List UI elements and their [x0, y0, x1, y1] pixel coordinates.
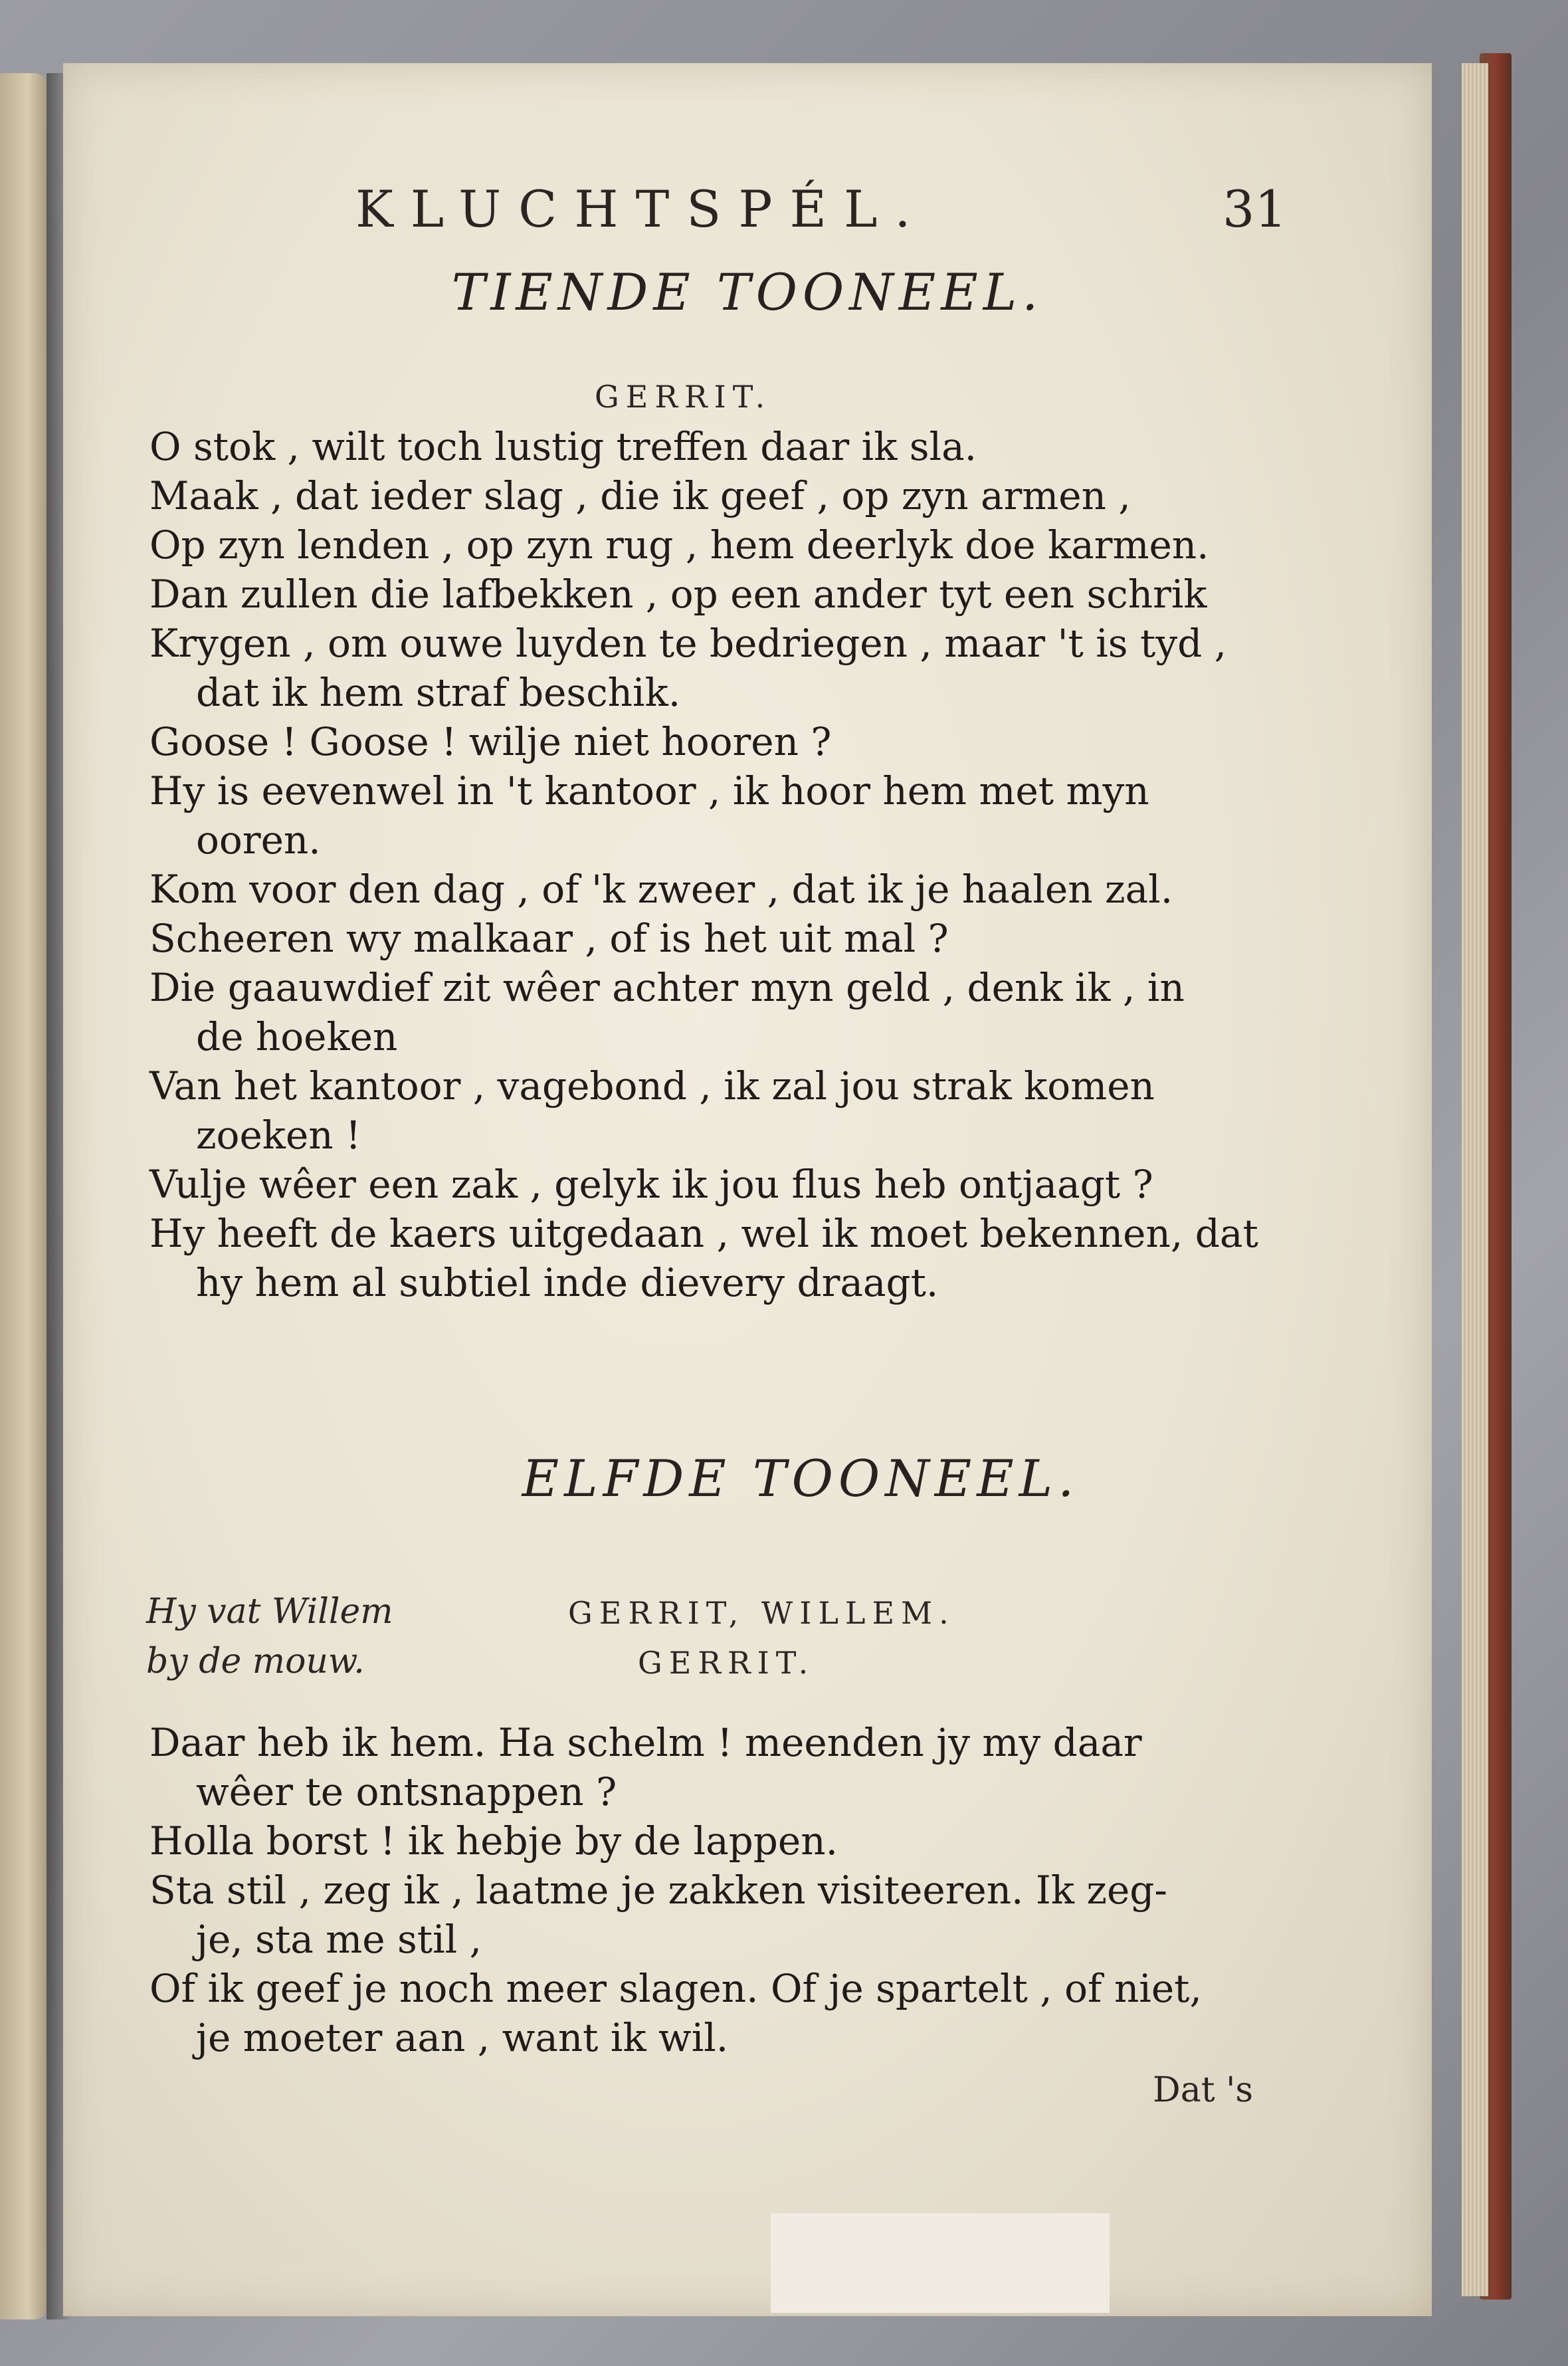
verse-line: Maak , dat ieder slag , die ik geef , op zyn armen , [149, 473, 1131, 518]
verse-line: Die gaauwdief zit wêer achter myn geld , denk ik , in [149, 965, 1185, 1010]
page-stack-edge [1462, 63, 1488, 2296]
stage-direction: by de mouw. [146, 1642, 365, 1681]
scene11-verse [149, 1718, 1319, 2062]
speaker-name: GERRIT. [638, 1645, 815, 1681]
verse-line-continued: de hoeken [196, 1014, 398, 1059]
verse-line: Krygen , om ouwe luyden te bedriegen , maar 't is tyd , [149, 621, 1227, 666]
scene-title-elfde: ELFDE TOONEEL. [522, 1449, 1080, 1508]
scene10-verse [149, 422, 1319, 1307]
verse-line-continued: wêer te ontsnappen ? [196, 1769, 617, 1814]
verse-line-continued: je moeter aan , want ik wil. [196, 2015, 729, 2060]
verse-line-continued: je, sta me stil , [196, 1917, 482, 1962]
verse-line: Hy heeft de kaers uitgedaan , wel ik moet bekennen, dat [149, 1211, 1258, 1256]
verse-line: Kom voor den dag , of 'k zweer , dat ik je haalen zal. [149, 867, 1173, 912]
speaker-name: GERRIT. [595, 379, 772, 415]
running-head [63, 179, 1432, 246]
verse-line: Hy is eevenwel in 't kantoor , ik hoor hem met myn [149, 768, 1149, 813]
verse-line-continued: ooren. [196, 817, 321, 863]
verse-line: Holla borst ! ik hebje by de lappen. [149, 1818, 838, 1864]
verse-line-continued: zoeken ! [196, 1113, 361, 1158]
verse-line-continued: dat ik hem straf beschik. [196, 670, 681, 715]
facing-page-edge [0, 73, 47, 2319]
page-number: 31 [1223, 179, 1287, 239]
book-page [63, 63, 1432, 2316]
verse-line: Sta stil , zeg ik , laatme je zakken visiteeren. Ik zeg- [149, 1868, 1168, 1913]
verse-line: Dan zullen die lafbekken , op een ander tyt een schrik [149, 572, 1207, 617]
verse-line: Of ik geef je noch meer slagen. Of je spartelt , of niet, [149, 1966, 1202, 2011]
running-title: KLUCHTSPÉL. [355, 179, 928, 239]
verse-line: Op zyn lenden , op zyn rug , hem deerlyk doe karmen. [149, 522, 1209, 568]
paper-tab [771, 2213, 1110, 2313]
verse-line: Goose ! Goose ! wilje niet hooren ? [149, 719, 832, 764]
catchword: Dat 's [1153, 2070, 1254, 2110]
verse-line: O stok , wilt toch lustig treffen daar ik sla. [149, 424, 977, 469]
verse-line: Van het kantoor , vagebond , ik zal jou strak komen [149, 1063, 1155, 1109]
verse-line: Daar heb ik hem. Ha schelm ! meenden jy my daar [149, 1720, 1142, 1765]
verse-line-continued: hy hem al subtiel inde dievery draagt. [196, 1260, 939, 1305]
verse-line: Scheeren wy malkaar , of is het uit mal ? [149, 916, 949, 961]
speakers-on-stage: GERRIT, WILLEM. [568, 1595, 955, 1631]
scene-title-tiende: TIENDE TOONEEL. [451, 263, 1044, 322]
stage-direction: Hy vat Willem [146, 1592, 393, 1632]
verse-line: Vulje wêer een zak , gelyk ik jou flus heb ontjaagt ? [149, 1162, 1153, 1207]
